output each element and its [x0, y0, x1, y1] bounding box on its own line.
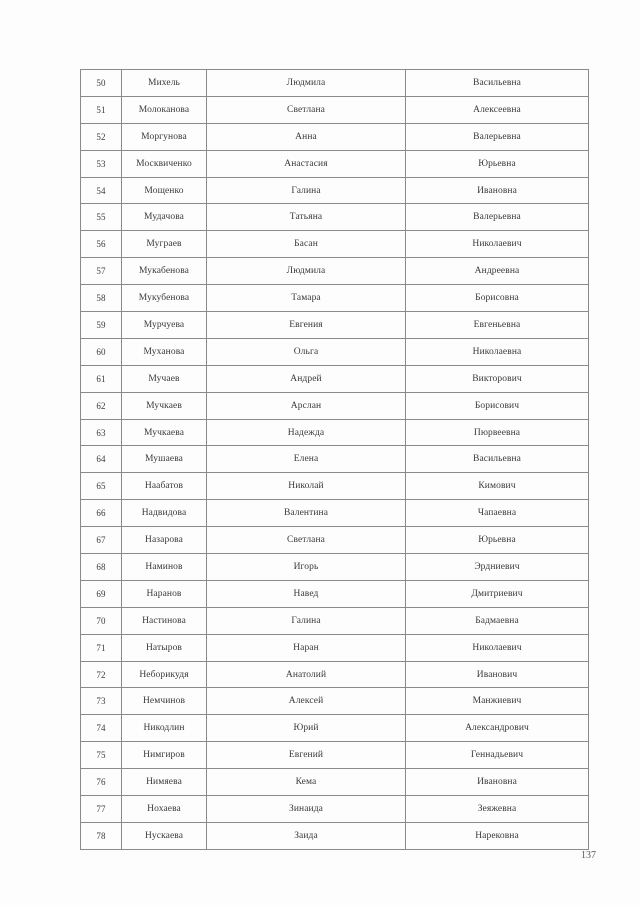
patronymic-cell: Васильевна — [406, 446, 589, 473]
last-name-cell: Михель — [122, 70, 207, 97]
row-number: 74 — [81, 715, 122, 742]
table-row — [81, 338, 589, 365]
patronymic-cell: Андреевна — [406, 258, 589, 285]
first-name-cell: Елена — [207, 446, 406, 473]
row-number: 63 — [81, 419, 122, 446]
patronymic-cell: Борисовна — [406, 285, 589, 312]
row-number: 69 — [81, 580, 122, 607]
row-number: 61 — [81, 365, 122, 392]
table-row — [81, 258, 589, 285]
last-name-cell: Неборикудя — [122, 661, 207, 688]
first-name-cell: Зинаида — [207, 796, 406, 823]
row-number: 73 — [81, 688, 122, 715]
first-name-cell: Евгения — [207, 312, 406, 339]
patronymic-cell: Валерьевна — [406, 123, 589, 150]
table-row — [81, 580, 589, 607]
table-row — [81, 715, 589, 742]
first-name-cell: Светлана — [207, 96, 406, 123]
first-name-cell: Галина — [207, 177, 406, 204]
last-name-cell: Моргунова — [122, 123, 207, 150]
first-name-cell: Наран — [207, 634, 406, 661]
table-row — [81, 634, 589, 661]
row-number: 75 — [81, 742, 122, 769]
patronymic-cell: Валерьевна — [406, 204, 589, 231]
first-name-cell: Николай — [207, 473, 406, 500]
row-number: 52 — [81, 123, 122, 150]
first-name-cell: Светлана — [207, 527, 406, 554]
patronymic-cell: Васильевна — [406, 70, 589, 97]
row-number: 70 — [81, 607, 122, 634]
row-number: 56 — [81, 231, 122, 258]
first-name-cell: Ольга — [207, 338, 406, 365]
table-row — [81, 419, 589, 446]
patronymic-cell: Николаевна — [406, 338, 589, 365]
last-name-cell: Нохаева — [122, 796, 207, 823]
last-name-cell: Натыров — [122, 634, 207, 661]
patronymic-cell: Николаевич — [406, 231, 589, 258]
first-name-cell: Юрий — [207, 715, 406, 742]
table-row — [81, 688, 589, 715]
patronymic-cell: Зеяжевна — [406, 796, 589, 823]
table-row — [81, 661, 589, 688]
last-name-cell: Мукубенова — [122, 285, 207, 312]
row-number: 59 — [81, 312, 122, 339]
patronymic-cell: Бадмаевна — [406, 607, 589, 634]
first-name-cell: Арслан — [207, 392, 406, 419]
last-name-cell: Наминов — [122, 554, 207, 581]
last-name-cell: Мучкаева — [122, 419, 207, 446]
row-number: 58 — [81, 285, 122, 312]
table-row — [81, 554, 589, 581]
patronymic-cell: Борисович — [406, 392, 589, 419]
patronymic-cell: Кимович — [406, 473, 589, 500]
row-number: 60 — [81, 338, 122, 365]
row-number: 51 — [81, 96, 122, 123]
first-name-cell: Валентина — [207, 500, 406, 527]
table-row — [81, 123, 589, 150]
last-name-cell: Мукабенова — [122, 258, 207, 285]
first-name-cell: Андрей — [207, 365, 406, 392]
table-row — [81, 312, 589, 339]
patronymic-cell: Алексеевна — [406, 96, 589, 123]
roster-table — [80, 69, 589, 850]
patronymic-cell: Ивановна — [406, 177, 589, 204]
table-row — [81, 96, 589, 123]
table-row — [81, 285, 589, 312]
first-name-cell: Алексей — [207, 688, 406, 715]
first-name-cell: Анастасия — [207, 150, 406, 177]
last-name-cell: Мощенко — [122, 177, 207, 204]
table-row — [81, 742, 589, 769]
last-name-cell: Мучаев — [122, 365, 207, 392]
first-name-cell: Кема — [207, 769, 406, 796]
row-number: 50 — [81, 70, 122, 97]
row-number: 78 — [81, 822, 122, 849]
last-name-cell: Надвидова — [122, 500, 207, 527]
first-name-cell: Игорь — [207, 554, 406, 581]
table-row — [81, 231, 589, 258]
first-name-cell: Надежда — [207, 419, 406, 446]
table-row — [81, 392, 589, 419]
last-name-cell: Мучкаев — [122, 392, 207, 419]
patronymic-cell: Манжиевич — [406, 688, 589, 715]
row-number: 65 — [81, 473, 122, 500]
last-name-cell: Настинова — [122, 607, 207, 634]
table-row — [81, 796, 589, 823]
first-name-cell: Анатолий — [207, 661, 406, 688]
first-name-cell: Навед — [207, 580, 406, 607]
table-row — [81, 204, 589, 231]
table-row — [81, 446, 589, 473]
last-name-cell: Никодлин — [122, 715, 207, 742]
row-number: 71 — [81, 634, 122, 661]
patronymic-cell: Пюрвеевна — [406, 419, 589, 446]
patronymic-cell: Николаевич — [406, 634, 589, 661]
last-name-cell: Муграев — [122, 231, 207, 258]
page-number: 137 — [581, 850, 596, 861]
last-name-cell: Нимяева — [122, 769, 207, 796]
row-number: 67 — [81, 527, 122, 554]
table-row — [81, 607, 589, 634]
table-row — [81, 177, 589, 204]
patronymic-cell: Иванович — [406, 661, 589, 688]
last-name-cell: Молоканова — [122, 96, 207, 123]
table-row — [81, 365, 589, 392]
patronymic-cell: Евгеньевна — [406, 312, 589, 339]
row-number: 77 — [81, 796, 122, 823]
row-number: 76 — [81, 769, 122, 796]
patronymic-cell: Дмитриевич — [406, 580, 589, 607]
last-name-cell: Нускаева — [122, 822, 207, 849]
patronymic-cell: Геннадьевич — [406, 742, 589, 769]
table-row — [81, 150, 589, 177]
row-number: 62 — [81, 392, 122, 419]
first-name-cell: Людмила — [207, 70, 406, 97]
roster-body — [81, 70, 589, 850]
last-name-cell: Москвиченко — [122, 150, 207, 177]
last-name-cell: Нимгиров — [122, 742, 207, 769]
table-row — [81, 473, 589, 500]
first-name-cell: Татьяна — [207, 204, 406, 231]
first-name-cell: Евгений — [207, 742, 406, 769]
patronymic-cell: Чапаевна — [406, 500, 589, 527]
first-name-cell: Анна — [207, 123, 406, 150]
last-name-cell: Мудачова — [122, 204, 207, 231]
patronymic-cell: Юрьевна — [406, 150, 589, 177]
last-name-cell: Мурчуева — [122, 312, 207, 339]
patronymic-cell: Нарековна — [406, 822, 589, 849]
patronymic-cell: Юрьевна — [406, 527, 589, 554]
row-number: 53 — [81, 150, 122, 177]
row-number: 68 — [81, 554, 122, 581]
last-name-cell: Мушаева — [122, 446, 207, 473]
patronymic-cell: Ивановна — [406, 769, 589, 796]
patronymic-cell: Александрович — [406, 715, 589, 742]
table-row — [81, 500, 589, 527]
first-name-cell: Басан — [207, 231, 406, 258]
last-name-cell: Наранов — [122, 580, 207, 607]
last-name-cell: Наабатов — [122, 473, 207, 500]
table-row — [81, 769, 589, 796]
first-name-cell: Заида — [207, 822, 406, 849]
row-number: 66 — [81, 500, 122, 527]
row-number: 54 — [81, 177, 122, 204]
patronymic-cell: Эрдниевич — [406, 554, 589, 581]
row-number: 57 — [81, 258, 122, 285]
row-number: 64 — [81, 446, 122, 473]
table-row — [81, 527, 589, 554]
first-name-cell: Людмила — [207, 258, 406, 285]
first-name-cell: Тамара — [207, 285, 406, 312]
patronymic-cell: Викторович — [406, 365, 589, 392]
row-number: 72 — [81, 661, 122, 688]
last-name-cell: Муханова — [122, 338, 207, 365]
table-row — [81, 822, 589, 849]
row-number: 55 — [81, 204, 122, 231]
last-name-cell: Назарова — [122, 527, 207, 554]
first-name-cell: Галина — [207, 607, 406, 634]
last-name-cell: Немчинов — [122, 688, 207, 715]
table-row — [81, 70, 589, 97]
